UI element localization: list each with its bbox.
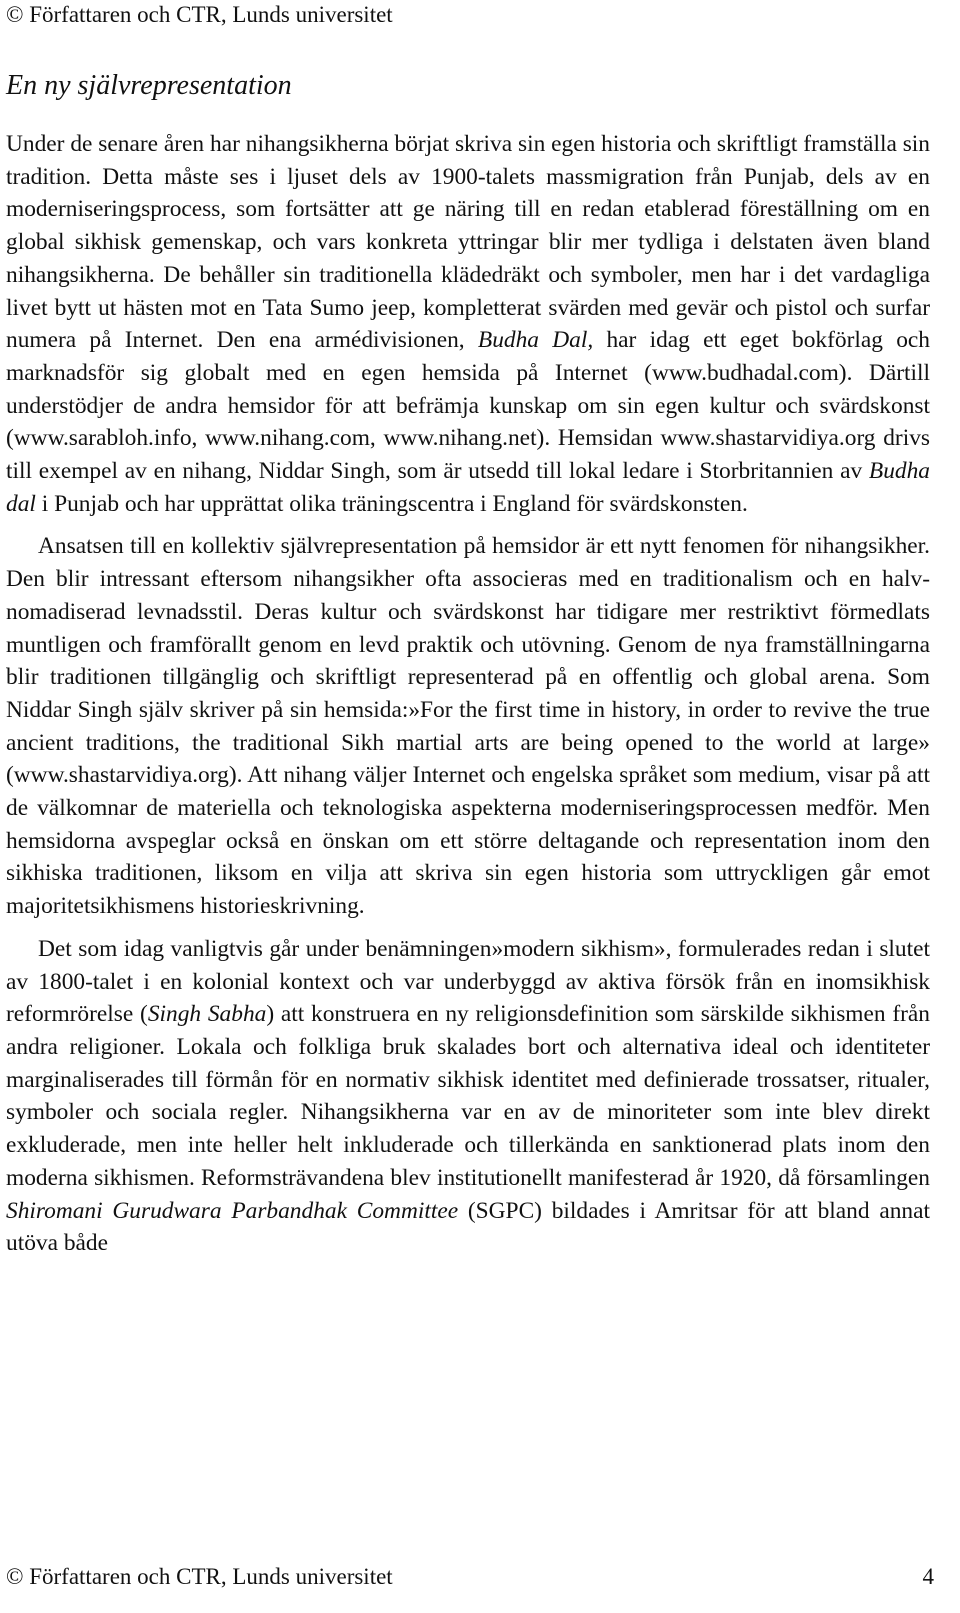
term-budha-dal-2: Budha dal <box>6 458 930 517</box>
term-singh-sabha: Singh Sabha <box>147 1001 267 1028</box>
paragraph-1-text-c: De behåller sin traditionella klädedräkt och symboler, men har i det vardagliga livet bytt ut hästen mot en Tata Sumo jeep, kompletterat svärden med gevär och pistol och surfar numera på Internet. Den ena armédivisionen, <box>6 261 930 354</box>
term-budha-dal: Budha Dal, <box>477 327 594 354</box>
section-heading: En ny självrepresentation <box>6 70 292 101</box>
paragraph-3-text-c: (SGPC) bildades i Amritsar för att bland annat utöva både <box>6 1197 930 1257</box>
page-header: © Författaren och CTR, Lunds universitet <box>6 2 393 27</box>
footer-copyright: © Författaren och CTR, Lunds universitet <box>6 1564 393 1589</box>
paragraph-3-text-b: ) att konstruera en ny religionsdefinition som särskilde sikhismen från andra religioner. Lokala och folkliga bruk skalades bort och alternativa ideal och identiteter marginaliserades till förmån för en normativ sikhisk identitet med definierade trossatser, ritualer, symboler och sociala regler. Nihangsikherna var en av de minoriteter som inte blev direkt exkluderade, men inte heller helt inkluderade och tillerkända en sanktionerad plats inom den moderna sikhismen. Reformsträvandena blev institutionellt manifesterad år 1920, då församlingen <box>6 1001 930 1191</box>
paragraph-3 <box>6 933 930 1260</box>
page-number: 4 <box>922 1564 934 1589</box>
document-body <box>6 70 930 1260</box>
paragraph-1-text-a: Under de senare åren har nihangsikherna börjat skriva sin egen historia och skriftligt framställa sin tradition. <box>6 131 930 190</box>
paragraph-3-text-a: Det som idag vanligtvis går under benämningen»modern sikhism», formulerades redan i slutet av 1800-talet i en kolonial kontext och var underbyggd av aktiva försök från en inomsikhisk reformrörelse ( <box>6 935 930 1028</box>
term-sgpc: Shiromani Gurudwara Parbandhak Committee <box>6 1197 459 1224</box>
paragraph-1-text-d: har idag ett eget bokförlag och marknadsför sig globalt med en egen hemsida på Internet (www.budhadal.com). Därtill understödjer de andra hemsidor för att befrämja kunskap om sin egen kultur och svärdskonst (www.sarabloh.info, www.nihang.com, www.nihang.net). Hemsidan www.shastarvidiya.org drivs till exempel av en nihang, Niddar Singh, som är utsedd till lokal ledare i Storbritannien av <box>6 327 930 485</box>
paragraph-1-text-b: Detta måste ses i ljuset dels av 1900-talets massmigration från Punjab, dels av en moderniseringsprocess, som fortsätter att ge näring till en redan etablerad föreställning om en global sikhisk gemenskap, och vars konkreta yttringar blir mer tydliga i delstaten även bland nihangsikherna. <box>6 163 930 288</box>
paragraph-1-text-e: i Punjab och har upprättat olika träningscentra i England för svärdskonsten. <box>35 490 748 517</box>
paragraph-1 <box>6 128 930 520</box>
paragraph-2: Ansatsen till en kollektiv självrepresentation på hemsidor är ett nytt fenomen för nihangsikher. Den blir intressant eftersom nihangsikher ofta associeras med en traditionalism och en halv-nomadiserad levnadsstil. Deras kultur och svärdskonst har tidigare mer restriktivt förmedlats muntligen och framförallt genom en levd praktik och utövning. Genom de nya framställningarna blir traditionen tillgänglig och skriftligt representerad på en offentlig och global arena. Som Niddar Singh själv skriver på sin hemsida:»For the first time in history, in order to revive the true ancient traditions, the traditional Sikh martial arts are being opened to the world at large» (www.shastarvidiya.org). Att nihang väljer Internet och engelska språket som medium, visar på att de välkomnar de materiella och teknologiska aspekterna moderniseringsprocessen medför. Men hemsidorna avspeglar också en önskan om ett större deltagande och representation inom den sikhiska traditionen, liksom en vilja att skriva sin egen historia som uttryckligen går emot majoritetsikhismens historieskrivning. <box>6 533 930 920</box>
page-footer <box>6 1564 934 1590</box>
